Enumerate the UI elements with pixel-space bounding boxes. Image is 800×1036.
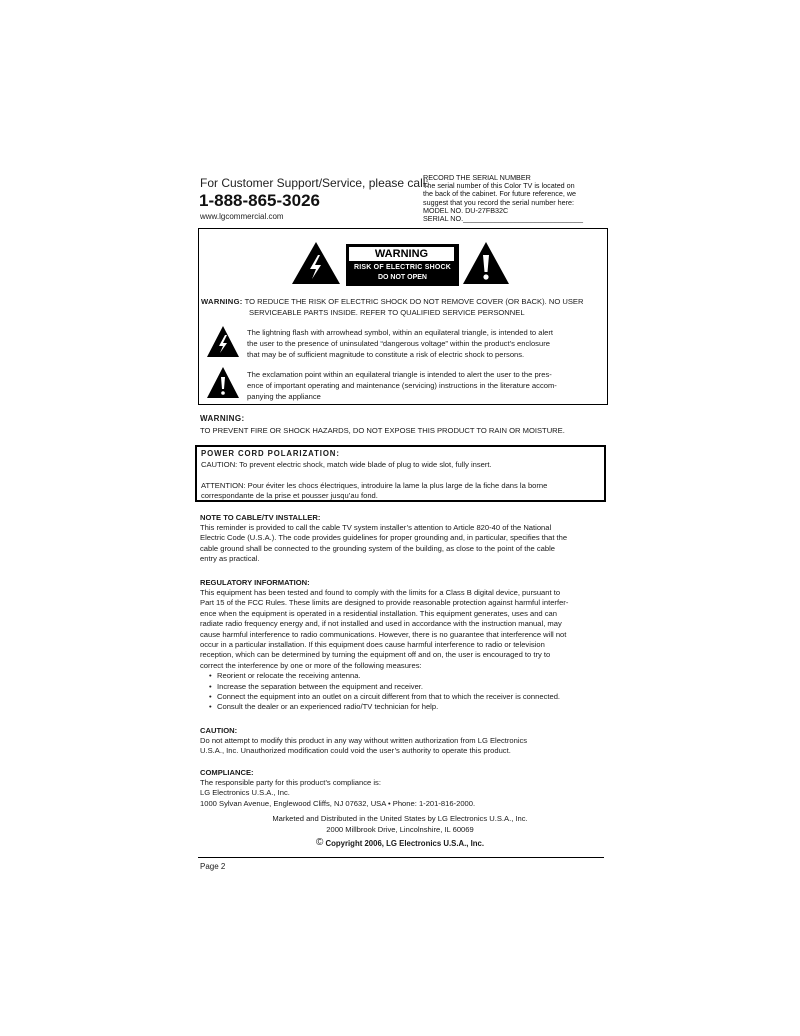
page-number: Page 2 [200, 862, 226, 871]
lightning-description-line: The lightning flash with arrowhead symbol, within an equilateral triangle, is intended to alert [247, 328, 554, 337]
caution-heading: CAUTION: [200, 726, 238, 735]
warning-main-line1: TO REDUCE THE RISK OF ELECTRIC SHOCK DO NOT REMOVE COVER (OR BACK). NO USER [244, 297, 584, 306]
warning-label-line1: RISK OF ELECTRIC SHOCK [354, 264, 451, 271]
support-website: www.lgcommercial.com [200, 212, 284, 221]
fire-warning-heading: WARNING: [200, 414, 245, 423]
exclamation-symbol-icon [206, 366, 240, 399]
distributor-line: Marketed and Distributed in the United States by LG Electronics U.S.A., Inc. [272, 814, 528, 823]
cable-note-line: Electric Code (U.S.A.). The code provides guidelines for proper grounding and, in particular, specifies that the [200, 533, 568, 543]
serial-record-line: the back of the cabinet. For future reference, we [423, 189, 577, 199]
lightning-warning-icon [291, 241, 341, 285]
warning-main-line2: SERVICEABLE PARTS INSIDE. REFER TO QUALIFIED SERVICE PERSONNEL [249, 308, 525, 317]
regulatory-line: radiate radio frequency energy and, if not installed and used in accordance with the instruction manual, may [200, 619, 562, 629]
regulatory-line: cause harmful interference to radio communications. However, there is no guarantee that interference will not [200, 629, 567, 639]
power-cord-heading: POWER CORD POLARIZATION: [201, 449, 340, 458]
list-item: • Connect the equipment into an outlet on a circuit different from that to which the receiver is connected. [208, 692, 604, 702]
warning-main-text [201, 296, 605, 318]
serial-record-line: RECORD THE SERIAL NUMBER [423, 173, 531, 182]
regulatory-body [200, 588, 604, 713]
caution-line: U.S.A., Inc. Unauthorized modification could void the user’s authority to operate this product. [200, 746, 511, 756]
compliance-line: LG Electronics U.S.A., Inc. [200, 788, 290, 798]
caution-line: Do not attempt to modify this product in any way without written authorization from LG Electronics [200, 736, 528, 745]
exclamation-description-line: The exclamation point within an equilateral triangle is intended to alert the user to the pres- [247, 370, 552, 379]
distributor-address: 2000 Millbrook Drive, Lincolnshire, IL 60069 [326, 824, 474, 834]
compliance-heading: COMPLIANCE: [200, 768, 254, 777]
compliance-line: 1000 Sylvan Avenue, Englewood Cliffs, NJ 07632, USA • Phone: 1-201-816-2000. [200, 798, 476, 808]
warning-label-line2: DO NOT OPEN [377, 274, 427, 281]
exclamation-description-line: panying the appliance [247, 392, 321, 401]
exclamation-description-line: ence of important operating and maintenance (servicing) instructions in the literature accom- [247, 381, 557, 390]
compliance-line: The responsible party for this product’s compliance is: [200, 778, 381, 787]
compliance-body [200, 778, 604, 809]
warning-main-label: WARNING: [201, 297, 243, 306]
regulatory-line: correct the interference by one or more of the following measures: [200, 660, 422, 670]
lightning-symbol-description [247, 327, 604, 360]
regulatory-line: This equipment has been tested and found to comply with the limits for a Class B digital device, pursuant to [200, 588, 561, 597]
list-item: • Reorient or relocate the receiving antenna. [208, 671, 604, 681]
power-cord-caution: CAUTION: To prevent electric shock, match wide blade of plug to wide slot, fully insert. [201, 460, 492, 469]
support-call-text: For Customer Support/Service, please call: [200, 176, 429, 190]
serial-record-line: suggest that you record the serial number here: [423, 197, 575, 207]
cable-note-body [200, 523, 604, 565]
fire-warning-text: TO PREVENT FIRE OR SHOCK HAZARDS, DO NOT EXPOSE THIS PRODUCT TO RAIN OR MOISTURE. [200, 426, 565, 435]
cable-note-heading: NOTE TO CABLE/TV INSTALLER: [200, 513, 321, 522]
list-item: • Consult the dealer or an experienced radio/TV technician for help. [208, 702, 604, 712]
serial-number-field: SERIAL NO.______________________________ [423, 214, 583, 224]
copyright-text: Copyright 2006, LG Electronics U.S.A., Inc. [325, 839, 485, 849]
cable-note-line: This reminder is provided to call the cable TV system installer’s attention to Article 820-40 of the National [200, 523, 552, 532]
regulatory-line: ence when the equipment is operated in a residential installation. This equipment generates, uses and can [200, 608, 557, 618]
cable-note-line: entry as practical. [200, 554, 260, 564]
attention-line: ATTENTION: Pour éviter les chocs électriques, introduire la lame la plus large de la fiche dans la borne [201, 481, 548, 490]
power-cord-attention [201, 481, 601, 501]
support-phone-number: 1-888-865-3026 [199, 191, 320, 210]
serial-record-line: The serial number of this Color TV is located on [423, 181, 575, 191]
regulatory-measures-list [208, 671, 604, 713]
serial-record-block [423, 174, 603, 223]
list-item: • Increase the separation between the equipment and receiver. [208, 682, 604, 692]
caution-body [200, 736, 604, 757]
regulatory-line: occur in a particular installation. If this equipment does cause harmful interference to radio or television [200, 640, 545, 650]
warning-label-title: WARNING [349, 247, 454, 261]
exclamation-symbol-description [247, 369, 604, 402]
risk-of-shock-label [346, 244, 459, 286]
regulatory-heading: REGULATORY INFORMATION: [200, 578, 310, 587]
distribution-footer [198, 814, 602, 850]
lightning-description-line: the user to the presence of uninsulated “dangerous voltage” within the product’s enclosure [247, 339, 550, 348]
regulatory-line: Part 15 of the FCC Rules. These limits are designed to provide reasonable protection against harmful interfer- [200, 598, 569, 608]
regulatory-line: reception, which can be determined by turning the equipment off and on, the user is encouraged to try to [200, 650, 551, 660]
copyright-notice [198, 838, 602, 850]
attention-line: correspondante de la prise et pousser jusqu’au fond. [201, 491, 378, 500]
lightning-symbol-icon [206, 325, 240, 358]
model-number: MODEL NO. DU-27FB32C [423, 205, 509, 215]
lightning-description-line: that may be of sufficient magnitude to constitute a risk of electric shock to persons. [247, 350, 525, 359]
exclamation-warning-icon [462, 241, 510, 285]
cable-note-line: cable ground shall be connected to the grounding system of the building, as close to the point of the cable [200, 543, 556, 553]
copyright-symbol: © [315, 837, 324, 849]
page-divider [198, 857, 604, 858]
